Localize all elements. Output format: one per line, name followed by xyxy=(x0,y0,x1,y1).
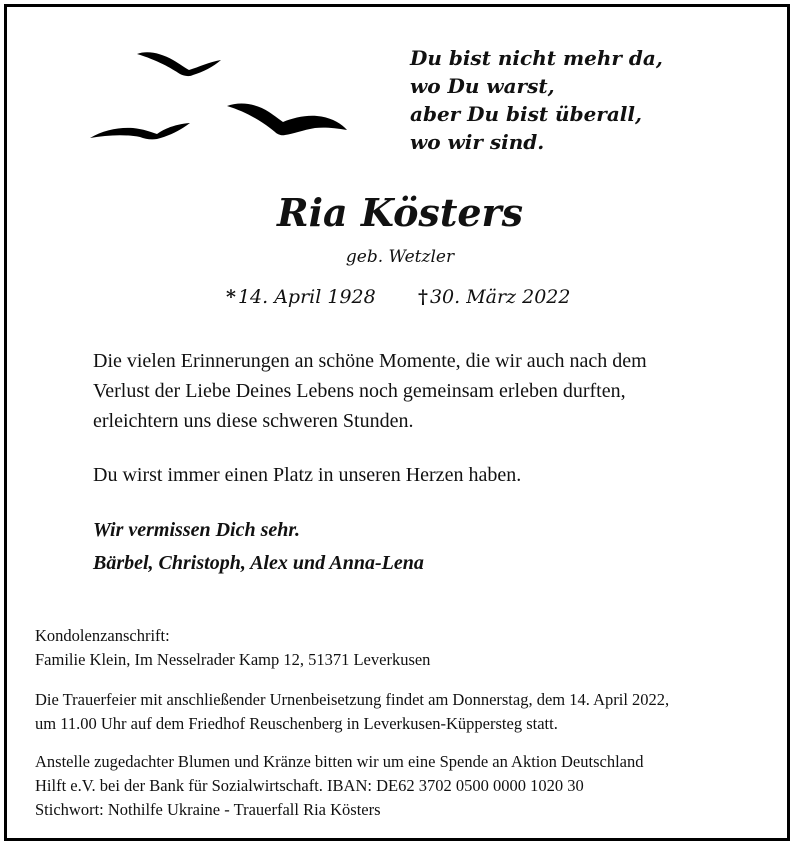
memory-paragraph xyxy=(93,346,733,436)
death-symbol: † xyxy=(418,286,428,308)
signature-line: Wir vermissen Dich sehr. xyxy=(93,519,301,541)
flying-birds-icon xyxy=(85,40,355,150)
death-date-text: 30. März 2022 xyxy=(429,286,571,308)
condolence-address-text: Familie Klein, Im Nesselrader Kamp 12, 51371 Leverkusen xyxy=(35,650,431,669)
deceased-name: Ria Kösters xyxy=(277,190,523,235)
poem-line: Du bist nicht mehr da, xyxy=(410,46,663,70)
birth-symbol: * xyxy=(226,286,236,308)
donation-info xyxy=(35,750,775,822)
poem-line: wo wir sind. xyxy=(410,130,545,154)
donation-line: Anstelle zugedachter Blumen und Kränze bitten wir um eine Spende an Aktion Deutschland xyxy=(35,752,644,771)
signature-names: Bärbel, Christoph, Alex und Anna-Lena xyxy=(93,552,424,574)
poem-line: aber Du bist überall, xyxy=(410,102,642,126)
heart-paragraph: Du wirst immer einen Platz in unseren Herzen haben. xyxy=(93,464,522,486)
ceremony-line: Die Trauerfeier mit anschließender Urnenbeisetzung findet am Donnerstag, dem 14. April 2022, xyxy=(35,690,670,709)
ceremony-info xyxy=(35,688,775,736)
ceremony-line: um 11.00 Uhr auf dem Friedhof Reuschenberg in Leverkusen-Küppersteg statt. xyxy=(35,714,558,733)
condolence-address xyxy=(35,624,775,672)
donation-line: Stichwort: Nothilfe Ukraine - Trauerfall Ria Kösters xyxy=(35,800,381,819)
memory-line: Verlust der Liebe Deines Lebens noch gemeinsam erleben durften, xyxy=(93,380,626,402)
memory-line: Die vielen Erinnerungen an schöne Momente, die wir auch nach dem xyxy=(93,350,647,372)
memory-line: erleichtern uns diese schweren Stunden. xyxy=(93,410,414,432)
birth-date-text: 14. April 1928 xyxy=(237,286,376,308)
birth-date xyxy=(226,286,376,308)
condolence-label: Kondolenzanschrift: xyxy=(35,626,170,645)
maiden-name: geb. Wetzler xyxy=(345,247,455,267)
poem-line: wo Du warst, xyxy=(410,74,555,98)
donation-line: Hilft e.V. bei der Bank für Sozialwirtschaft. IBAN: DE62 3702 0500 0000 1020 30 xyxy=(35,776,584,795)
poem xyxy=(410,44,663,156)
death-date xyxy=(418,286,570,308)
